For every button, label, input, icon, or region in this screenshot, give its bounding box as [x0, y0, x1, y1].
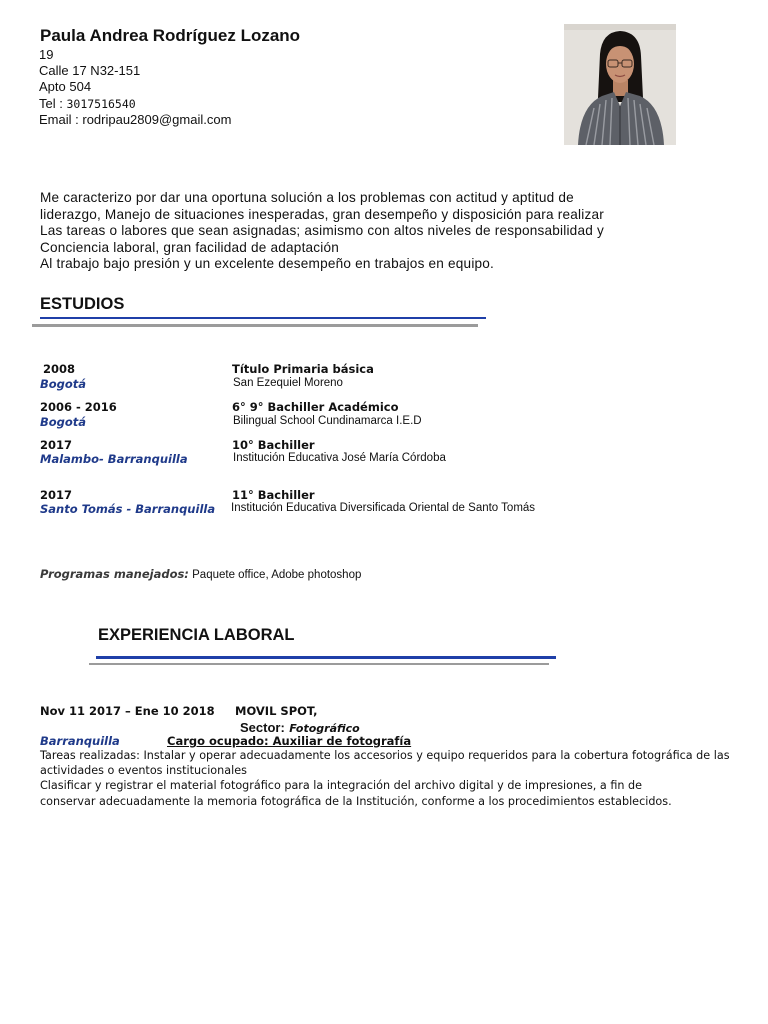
entry-city: Malambo- Barranquilla [40, 452, 188, 466]
profile-summary [40, 190, 680, 273]
description-line: conservar adecuadamente la memoria fotográfica de la Institución, conforme a los procedimientos establecidos. [40, 794, 672, 808]
profile-line: Las tareas o labores que sean asignadas; asimismo con altos niveles de responsabilidad y [40, 223, 604, 239]
entry-degree: 10° Bachiller [232, 438, 315, 452]
sector-value: Fotográfico [289, 722, 360, 735]
entry-year: 2017 [40, 438, 73, 452]
sector-label: Sector: [240, 720, 285, 735]
section-title-estudios: ESTUDIOS [40, 295, 125, 313]
entry-institution: Institución Educativa José María Córdoba [233, 452, 446, 464]
section-divider-gray [32, 324, 478, 327]
job-city: Barranquilla [40, 734, 120, 748]
candidate-name: Paula Andrea Rodríguez Lozano [40, 26, 301, 45]
description-line: Tareas realizadas: Instalar y operar adecuadamente los accesorios y equipo requeridos para la cobertura fotográfica de las [40, 749, 730, 762]
entry-degree: 6° 9° Bachiller Académico [232, 400, 399, 414]
entry-institution: Bilingual School Cundinamarca I.E.D [233, 415, 422, 427]
section-divider-blue [96, 656, 556, 659]
job-company: MOVIL SPOT, [235, 704, 318, 718]
section-title-experiencia: EXPERIENCIA LABORAL [98, 626, 295, 644]
description-line: Clasificar y registrar el material fotográfico para la integración del archivo digital y de impresiones, a fin de [40, 779, 643, 793]
email-value[interactable]: rodripau2809@gmail.com [82, 112, 232, 127]
entry-degree: 11° Bachiller [232, 488, 315, 502]
address-line2: Apto 504 [39, 79, 92, 94]
address-line1: Calle 17 N32-151 [39, 63, 141, 78]
description-line: actividades o eventos institucionales [40, 764, 247, 778]
programs-value: Paquete office, Adobe photoshop [192, 569, 362, 581]
entry-institution: Institución Educativa Diversificada Oriental de Santo Tomás [231, 502, 536, 514]
job-dates: Nov 11 2017 – Ene 10 2018 [40, 704, 215, 718]
job-description [40, 748, 752, 809]
entry-year: 2017 [40, 488, 73, 502]
profile-line: Al trabajo bajo presión y un excelente desempeño en trabajos en equipo. [40, 256, 495, 272]
section-divider-blue [40, 317, 486, 319]
entry-year: 2008 [43, 362, 76, 376]
phone [39, 96, 136, 112]
email-label: Email : [39, 112, 79, 127]
phone-label: Tel : [39, 96, 63, 111]
section-divider-gray [89, 663, 549, 665]
profile-line: Conciencia laboral, gran facilidad de adaptación [40, 239, 340, 255]
entry-degree: Título Primaria básica [232, 362, 374, 376]
phone-value: 3017516540 [66, 97, 136, 111]
profile-photo [564, 24, 676, 145]
profile-line: liderazgo, Manejo de situaciones inesperadas, gran desempeño y disposición para realizar [40, 206, 604, 222]
entry-year: 2006 - 2016 [40, 400, 117, 414]
programs-label: Programas manejados: [40, 567, 189, 581]
entry-institution: San Ezequiel Moreno [233, 377, 343, 389]
entry-city: Bogotá [40, 415, 87, 429]
entry-city: Bogotá [40, 377, 87, 391]
profile-line: Me caracterizo por dar una oportuna solución a los problemas con actitud y aptitud de [40, 190, 574, 205]
job-position: Cargo ocupado: Auxiliar de fotografía [167, 734, 412, 748]
age: 19 [39, 47, 54, 62]
entry-city: Santo Tomás - Barranquilla [40, 502, 216, 516]
email [39, 112, 231, 128]
programs-line [40, 567, 361, 581]
